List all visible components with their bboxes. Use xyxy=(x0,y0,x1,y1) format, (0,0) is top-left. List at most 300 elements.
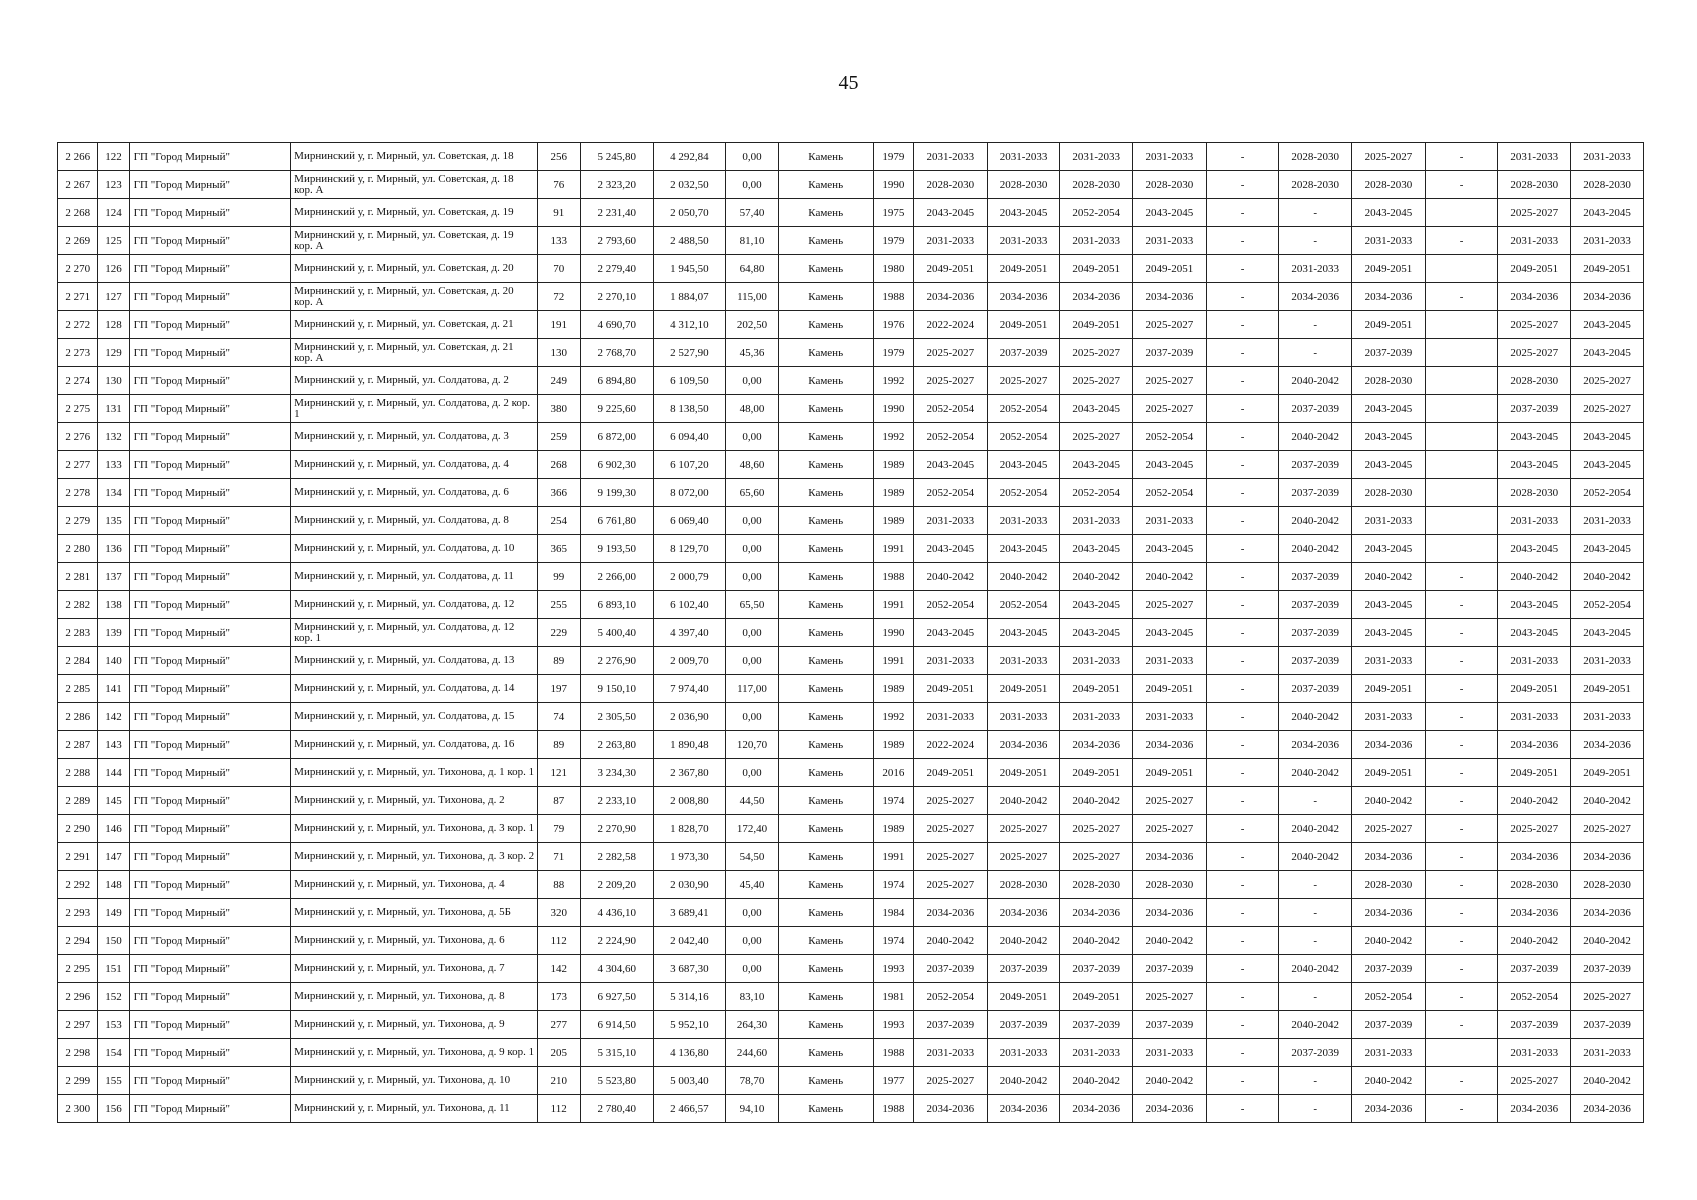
cell-local-number: 141 xyxy=(98,675,129,703)
table-row xyxy=(58,983,1644,1011)
cell-residents: 72 xyxy=(537,283,580,311)
cell-period-9: 2031-2033 xyxy=(1498,143,1571,171)
cell-wall-material: Камень xyxy=(778,787,873,815)
cell-row-number: 2 288 xyxy=(58,759,98,787)
cell-period-3: 2031-2033 xyxy=(1060,703,1133,731)
table-row xyxy=(58,535,1644,563)
cell-address: Мирнинский у, г. Мирный, ул. Советская, д. 18 xyxy=(291,143,537,171)
cell-period-7: 2043-2045 xyxy=(1352,199,1426,227)
cell-period-3: 2031-2033 xyxy=(1060,507,1133,535)
cell-period-1: 2040-2042 xyxy=(914,927,988,955)
cell-living-area: 5 003,40 xyxy=(653,1067,726,1095)
cell-organization: ГП "Город Мирный" xyxy=(129,507,291,535)
cell-total-area: 2 270,90 xyxy=(580,815,653,843)
cell-period-3: 2040-2042 xyxy=(1060,1067,1133,1095)
cell-local-number: 127 xyxy=(98,283,129,311)
cell-period-7: 2049-2051 xyxy=(1352,311,1426,339)
cell-period-3: 2043-2045 xyxy=(1060,395,1133,423)
cell-address: Мирнинский у, г. Мирный, ул. Советская, д. 20 xyxy=(291,255,537,283)
cell-period-2: 2034-2036 xyxy=(987,899,1060,927)
cell-living-area: 2 009,70 xyxy=(653,647,726,675)
cell-wall-material: Камень xyxy=(778,227,873,255)
cell-period-6: - xyxy=(1279,227,1352,255)
cell-organization: ГП "Город Мирный" xyxy=(129,787,291,815)
cell-residents: 249 xyxy=(537,367,580,395)
table-row xyxy=(58,703,1644,731)
cell-nonliving-area: 0,00 xyxy=(726,143,778,171)
cell-organization: ГП "Город Мирный" xyxy=(129,647,291,675)
cell-total-area: 6 894,80 xyxy=(580,367,653,395)
cell-period-5: - xyxy=(1206,199,1279,227)
cell-wall-material: Камень xyxy=(778,199,873,227)
cell-period-10: 2049-2051 xyxy=(1571,759,1644,787)
cell-total-area: 2 263,80 xyxy=(580,731,653,759)
cell-residents: 142 xyxy=(537,955,580,983)
cell-period-7: 2052-2054 xyxy=(1352,983,1426,1011)
cell-period-10: 2034-2036 xyxy=(1571,283,1644,311)
cell-period-6: 2040-2042 xyxy=(1279,535,1352,563)
cell-residents: 112 xyxy=(537,1095,580,1123)
cell-residents: 70 xyxy=(537,255,580,283)
cell-period-2: 2052-2054 xyxy=(987,591,1060,619)
cell-residents: 229 xyxy=(537,619,580,647)
cell-period-5: - xyxy=(1206,983,1279,1011)
cell-period-9: 2043-2045 xyxy=(1498,591,1571,619)
cell-row-number: 2 286 xyxy=(58,703,98,731)
cell-period-4: 2049-2051 xyxy=(1133,675,1207,703)
cell-period-8: - xyxy=(1425,619,1498,647)
cell-period-4: 2034-2036 xyxy=(1133,283,1207,311)
cell-living-area: 2 488,50 xyxy=(653,227,726,255)
cell-period-10: 2043-2045 xyxy=(1571,311,1644,339)
cell-address: Мирнинский у, г. Мирный, ул. Тихонова, д. 11 xyxy=(291,1095,537,1123)
cell-period-7: 2043-2045 xyxy=(1352,619,1426,647)
cell-period-5: - xyxy=(1206,955,1279,983)
cell-row-number: 2 274 xyxy=(58,367,98,395)
cell-wall-material: Камень xyxy=(778,843,873,871)
cell-period-2: 2043-2045 xyxy=(987,199,1060,227)
cell-period-10: 2037-2039 xyxy=(1571,955,1644,983)
cell-period-1: 2052-2054 xyxy=(914,479,988,507)
cell-period-6: - xyxy=(1279,899,1352,927)
cell-residents: 366 xyxy=(537,479,580,507)
table-row xyxy=(58,843,1644,871)
cell-period-9: 2034-2036 xyxy=(1498,899,1571,927)
cell-row-number: 2 278 xyxy=(58,479,98,507)
cell-living-area: 1 973,30 xyxy=(653,843,726,871)
cell-total-area: 6 761,80 xyxy=(580,507,653,535)
cell-row-number: 2 284 xyxy=(58,647,98,675)
cell-period-9: 2037-2039 xyxy=(1498,395,1571,423)
table-row xyxy=(58,1011,1644,1039)
cell-row-number: 2 270 xyxy=(58,255,98,283)
cell-period-3: 2034-2036 xyxy=(1060,899,1133,927)
cell-residents: 173 xyxy=(537,983,580,1011)
cell-period-10: 2034-2036 xyxy=(1571,899,1644,927)
cell-nonliving-area: 57,40 xyxy=(726,199,778,227)
table-row xyxy=(58,143,1644,171)
cell-period-8: - xyxy=(1425,843,1498,871)
cell-period-3: 2052-2054 xyxy=(1060,199,1133,227)
cell-year-built: 1988 xyxy=(873,563,913,591)
cell-organization: ГП "Город Мирный" xyxy=(129,367,291,395)
cell-nonliving-area: 45,36 xyxy=(726,339,778,367)
cell-period-8: - xyxy=(1425,927,1498,955)
cell-period-9: 2043-2045 xyxy=(1498,423,1571,451)
cell-nonliving-area: 45,40 xyxy=(726,871,778,899)
cell-period-1: 2028-2030 xyxy=(914,171,988,199)
cell-period-1: 2034-2036 xyxy=(914,899,988,927)
cell-local-number: 130 xyxy=(98,367,129,395)
table-row xyxy=(58,227,1644,255)
cell-organization: ГП "Город Мирный" xyxy=(129,591,291,619)
cell-wall-material: Камень xyxy=(778,899,873,927)
cell-period-7: 2034-2036 xyxy=(1352,899,1426,927)
cell-period-4: 2043-2045 xyxy=(1133,619,1207,647)
cell-period-4: 2034-2036 xyxy=(1133,1095,1207,1123)
cell-period-4: 2031-2033 xyxy=(1133,227,1207,255)
cell-period-6: - xyxy=(1279,199,1352,227)
cell-organization: ГП "Город Мирный" xyxy=(129,759,291,787)
cell-period-7: 2028-2030 xyxy=(1352,171,1426,199)
cell-period-4: 2052-2054 xyxy=(1133,423,1207,451)
cell-period-3: 2043-2045 xyxy=(1060,591,1133,619)
cell-period-7: 2025-2027 xyxy=(1352,815,1426,843)
cell-residents: 130 xyxy=(537,339,580,367)
cell-period-7: 2043-2045 xyxy=(1352,423,1426,451)
cell-living-area: 6 109,50 xyxy=(653,367,726,395)
cell-period-8: - xyxy=(1425,899,1498,927)
cell-row-number: 2 269 xyxy=(58,227,98,255)
cell-period-8: - xyxy=(1425,787,1498,815)
cell-period-7: 2031-2033 xyxy=(1352,227,1426,255)
cell-address: Мирнинский у, г. Мирный, ул. Советская, д. 19 кор. А xyxy=(291,227,537,255)
cell-period-8: - xyxy=(1425,563,1498,591)
cell-wall-material: Камень xyxy=(778,591,873,619)
cell-row-number: 2 291 xyxy=(58,843,98,871)
cell-row-number: 2 296 xyxy=(58,983,98,1011)
cell-organization: ГП "Город Мирный" xyxy=(129,283,291,311)
cell-period-6: 2040-2042 xyxy=(1279,423,1352,451)
cell-nonliving-area: 65,60 xyxy=(726,479,778,507)
cell-period-5: - xyxy=(1206,843,1279,871)
cell-local-number: 152 xyxy=(98,983,129,1011)
cell-address: Мирнинский у, г. Мирный, ул. Солдатова, д. 6 xyxy=(291,479,537,507)
cell-residents: 121 xyxy=(537,759,580,787)
cell-nonliving-area: 78,70 xyxy=(726,1067,778,1095)
cell-period-9: 2031-2033 xyxy=(1498,647,1571,675)
cell-address: Мирнинский у, г. Мирный, ул. Тихонова, д. 2 xyxy=(291,787,537,815)
cell-period-7: 2034-2036 xyxy=(1352,843,1426,871)
cell-period-8: - xyxy=(1425,955,1498,983)
table-row xyxy=(58,395,1644,423)
cell-address: Мирнинский у, г. Мирный, ул. Тихонова, д. 4 xyxy=(291,871,537,899)
cell-nonliving-area: 0,00 xyxy=(726,759,778,787)
cell-year-built: 1984 xyxy=(873,899,913,927)
cell-period-5: - xyxy=(1206,451,1279,479)
cell-organization: ГП "Город Мирный" xyxy=(129,423,291,451)
cell-living-area: 8 072,00 xyxy=(653,479,726,507)
cell-period-5: - xyxy=(1206,563,1279,591)
cell-period-5: - xyxy=(1206,675,1279,703)
cell-period-3: 2028-2030 xyxy=(1060,171,1133,199)
cell-period-10: 2031-2033 xyxy=(1571,703,1644,731)
cell-wall-material: Камень xyxy=(778,927,873,955)
cell-period-4: 2049-2051 xyxy=(1133,255,1207,283)
cell-year-built: 1991 xyxy=(873,647,913,675)
cell-total-area: 2 233,10 xyxy=(580,787,653,815)
cell-period-5: - xyxy=(1206,339,1279,367)
cell-living-area: 6 107,20 xyxy=(653,451,726,479)
cell-row-number: 2 271 xyxy=(58,283,98,311)
cell-residents: 87 xyxy=(537,787,580,815)
cell-period-3: 2040-2042 xyxy=(1060,927,1133,955)
cell-living-area: 1 945,50 xyxy=(653,255,726,283)
cell-local-number: 144 xyxy=(98,759,129,787)
cell-address: Мирнинский у, г. Мирный, ул. Солдатова, д. 15 xyxy=(291,703,537,731)
cell-total-area: 5 315,10 xyxy=(580,1039,653,1067)
table-row xyxy=(58,479,1644,507)
cell-period-5: - xyxy=(1206,871,1279,899)
cell-period-4: 2025-2027 xyxy=(1133,983,1207,1011)
table-row xyxy=(58,731,1644,759)
cell-period-2: 2037-2039 xyxy=(987,1011,1060,1039)
cell-period-8: - xyxy=(1425,759,1498,787)
cell-period-5: - xyxy=(1206,227,1279,255)
cell-period-4: 2040-2042 xyxy=(1133,927,1207,955)
table-row xyxy=(58,451,1644,479)
cell-period-1: 2043-2045 xyxy=(914,451,988,479)
cell-organization: ГП "Город Мирный" xyxy=(129,535,291,563)
cell-wall-material: Камень xyxy=(778,1039,873,1067)
cell-period-6: 2037-2039 xyxy=(1279,395,1352,423)
cell-period-10: 2031-2033 xyxy=(1571,143,1644,171)
cell-period-1: 2043-2045 xyxy=(914,535,988,563)
cell-period-4: 2043-2045 xyxy=(1133,199,1207,227)
cell-local-number: 153 xyxy=(98,1011,129,1039)
cell-period-1: 2037-2039 xyxy=(914,955,988,983)
cell-total-area: 6 927,50 xyxy=(580,983,653,1011)
cell-period-10: 2031-2033 xyxy=(1571,647,1644,675)
cell-period-7: 2049-2051 xyxy=(1352,675,1426,703)
cell-period-3: 2025-2027 xyxy=(1060,367,1133,395)
cell-wall-material: Камень xyxy=(778,955,873,983)
cell-living-area: 5 952,10 xyxy=(653,1011,726,1039)
cell-residents: 205 xyxy=(537,1039,580,1067)
cell-period-1: 2025-2027 xyxy=(914,339,988,367)
cell-period-9: 2028-2030 xyxy=(1498,367,1571,395)
cell-period-9: 2037-2039 xyxy=(1498,955,1571,983)
cell-period-8 xyxy=(1425,451,1498,479)
cell-living-area: 2 036,90 xyxy=(653,703,726,731)
cell-period-10: 2031-2033 xyxy=(1571,227,1644,255)
cell-row-number: 2 277 xyxy=(58,451,98,479)
cell-year-built: 1989 xyxy=(873,675,913,703)
cell-period-2: 2031-2033 xyxy=(987,227,1060,255)
cell-living-area: 2 367,80 xyxy=(653,759,726,787)
cell-period-3: 2031-2033 xyxy=(1060,1039,1133,1067)
cell-period-10: 2034-2036 xyxy=(1571,843,1644,871)
cell-period-6: - xyxy=(1279,787,1352,815)
table-row xyxy=(58,367,1644,395)
cell-local-number: 143 xyxy=(98,731,129,759)
cell-year-built: 1980 xyxy=(873,255,913,283)
cell-period-6: 2028-2030 xyxy=(1279,143,1352,171)
cell-period-3: 2034-2036 xyxy=(1060,1095,1133,1123)
cell-period-10: 2043-2045 xyxy=(1571,451,1644,479)
cell-period-9: 2043-2045 xyxy=(1498,535,1571,563)
cell-address: Мирнинский у, г. Мирный, ул. Тихонова, д. 8 xyxy=(291,983,537,1011)
cell-period-3: 2049-2051 xyxy=(1060,675,1133,703)
cell-period-3: 2040-2042 xyxy=(1060,563,1133,591)
cell-period-8 xyxy=(1425,479,1498,507)
cell-local-number: 136 xyxy=(98,535,129,563)
cell-row-number: 2 297 xyxy=(58,1011,98,1039)
cell-period-8 xyxy=(1425,367,1498,395)
cell-local-number: 155 xyxy=(98,1067,129,1095)
cell-period-9: 2043-2045 xyxy=(1498,451,1571,479)
cell-period-2: 2040-2042 xyxy=(987,787,1060,815)
cell-period-3: 2025-2027 xyxy=(1060,843,1133,871)
cell-row-number: 2 293 xyxy=(58,899,98,927)
cell-period-8: - xyxy=(1425,1011,1498,1039)
cell-year-built: 1990 xyxy=(873,171,913,199)
cell-nonliving-area: 244,60 xyxy=(726,1039,778,1067)
cell-year-built: 1974 xyxy=(873,871,913,899)
cell-row-number: 2 266 xyxy=(58,143,98,171)
cell-period-8 xyxy=(1425,535,1498,563)
cell-wall-material: Камень xyxy=(778,871,873,899)
cell-living-area: 2 050,70 xyxy=(653,199,726,227)
cell-address: Мирнинский у, г. Мирный, ул. Солдатова, д. 12 xyxy=(291,591,537,619)
cell-period-10: 2028-2030 xyxy=(1571,171,1644,199)
cell-period-7: 2034-2036 xyxy=(1352,1095,1426,1123)
page-number: 45 xyxy=(838,72,859,94)
cell-period-8: - xyxy=(1425,647,1498,675)
cell-organization: ГП "Город Мирный" xyxy=(129,899,291,927)
cell-period-1: 2031-2033 xyxy=(914,703,988,731)
cell-period-2: 2034-2036 xyxy=(987,283,1060,311)
cell-period-2: 2025-2027 xyxy=(987,843,1060,871)
cell-wall-material: Камень xyxy=(778,339,873,367)
cell-period-10: 2040-2042 xyxy=(1571,927,1644,955)
cell-period-1: 2049-2051 xyxy=(914,675,988,703)
cell-period-9: 2025-2027 xyxy=(1498,815,1571,843)
cell-period-4: 2028-2030 xyxy=(1133,871,1207,899)
cell-period-9: 2049-2051 xyxy=(1498,675,1571,703)
table-row xyxy=(58,675,1644,703)
cell-period-9: 2040-2042 xyxy=(1498,563,1571,591)
cell-local-number: 138 xyxy=(98,591,129,619)
cell-period-4: 2040-2042 xyxy=(1133,1067,1207,1095)
cell-residents: 89 xyxy=(537,647,580,675)
cell-year-built: 1992 xyxy=(873,703,913,731)
cell-nonliving-area: 65,50 xyxy=(726,591,778,619)
cell-year-built: 1989 xyxy=(873,731,913,759)
cell-period-7: 2040-2042 xyxy=(1352,927,1426,955)
cell-period-10: 2040-2042 xyxy=(1571,787,1644,815)
cell-living-area: 3 689,41 xyxy=(653,899,726,927)
cell-total-area: 4 690,70 xyxy=(580,311,653,339)
cell-residents: 91 xyxy=(537,199,580,227)
cell-total-area: 3 234,30 xyxy=(580,759,653,787)
cell-period-1: 2031-2033 xyxy=(914,143,988,171)
cell-address: Мирнинский у, г. Мирный, ул. Тихонова, д. 5Б xyxy=(291,899,537,927)
cell-local-number: 154 xyxy=(98,1039,129,1067)
cell-period-6: 2040-2042 xyxy=(1279,759,1352,787)
cell-wall-material: Камень xyxy=(778,815,873,843)
cell-period-1: 2052-2054 xyxy=(914,983,988,1011)
cell-organization: ГП "Город Мирный" xyxy=(129,815,291,843)
cell-local-number: 122 xyxy=(98,143,129,171)
cell-period-6: 2040-2042 xyxy=(1279,843,1352,871)
cell-organization: ГП "Город Мирный" xyxy=(129,927,291,955)
cell-period-1: 2025-2027 xyxy=(914,367,988,395)
table-row xyxy=(58,927,1644,955)
cell-organization: ГП "Город Мирный" xyxy=(129,143,291,171)
cell-period-3: 2037-2039 xyxy=(1060,955,1133,983)
cell-year-built: 1988 xyxy=(873,1039,913,1067)
cell-address: Мирнинский у, г. Мирный, ул. Солдатова, д. 8 xyxy=(291,507,537,535)
cell-period-1: 2037-2039 xyxy=(914,1011,988,1039)
cell-year-built: 1990 xyxy=(873,395,913,423)
cell-period-1: 2034-2036 xyxy=(914,283,988,311)
cell-organization: ГП "Город Мирный" xyxy=(129,731,291,759)
cell-period-9: 2025-2027 xyxy=(1498,339,1571,367)
cell-period-1: 2031-2033 xyxy=(914,507,988,535)
cell-period-7: 2031-2033 xyxy=(1352,647,1426,675)
cell-period-4: 2037-2039 xyxy=(1133,1011,1207,1039)
cell-nonliving-area: 48,00 xyxy=(726,395,778,423)
cell-period-8 xyxy=(1425,311,1498,339)
cell-period-10: 2031-2033 xyxy=(1571,507,1644,535)
cell-period-5: - xyxy=(1206,927,1279,955)
cell-organization: ГП "Город Мирный" xyxy=(129,311,291,339)
cell-living-area: 6 069,40 xyxy=(653,507,726,535)
cell-year-built: 1992 xyxy=(873,367,913,395)
table-row xyxy=(58,339,1644,367)
cell-residents: 268 xyxy=(537,451,580,479)
cell-total-area: 6 914,50 xyxy=(580,1011,653,1039)
cell-residents: 380 xyxy=(537,395,580,423)
cell-period-3: 2049-2051 xyxy=(1060,311,1133,339)
cell-period-2: 2037-2039 xyxy=(987,339,1060,367)
cell-residents: 210 xyxy=(537,1067,580,1095)
cell-period-5: - xyxy=(1206,787,1279,815)
cell-address: Мирнинский у, г. Мирный, ул. Солдатова, д. 11 xyxy=(291,563,537,591)
cell-address: Мирнинский у, г. Мирный, ул. Солдатова, д. 4 xyxy=(291,451,537,479)
cell-residents: 256 xyxy=(537,143,580,171)
cell-local-number: 140 xyxy=(98,647,129,675)
cell-local-number: 149 xyxy=(98,899,129,927)
cell-period-4: 2034-2036 xyxy=(1133,899,1207,927)
cell-period-10: 2028-2030 xyxy=(1571,871,1644,899)
cell-organization: ГП "Город Мирный" xyxy=(129,479,291,507)
cell-local-number: 139 xyxy=(98,619,129,647)
cell-local-number: 145 xyxy=(98,787,129,815)
cell-residents: 112 xyxy=(537,927,580,955)
cell-row-number: 2 295 xyxy=(58,955,98,983)
cell-living-area: 2 008,80 xyxy=(653,787,726,815)
cell-row-number: 2 282 xyxy=(58,591,98,619)
cell-residents: 71 xyxy=(537,843,580,871)
cell-period-9: 2034-2036 xyxy=(1498,283,1571,311)
cell-nonliving-area: 54,50 xyxy=(726,843,778,871)
cell-period-9: 2031-2033 xyxy=(1498,703,1571,731)
cell-local-number: 131 xyxy=(98,395,129,423)
cell-address: Мирнинский у, г. Мирный, ул. Тихонова, д. 9 xyxy=(291,1011,537,1039)
cell-period-10: 2025-2027 xyxy=(1571,815,1644,843)
